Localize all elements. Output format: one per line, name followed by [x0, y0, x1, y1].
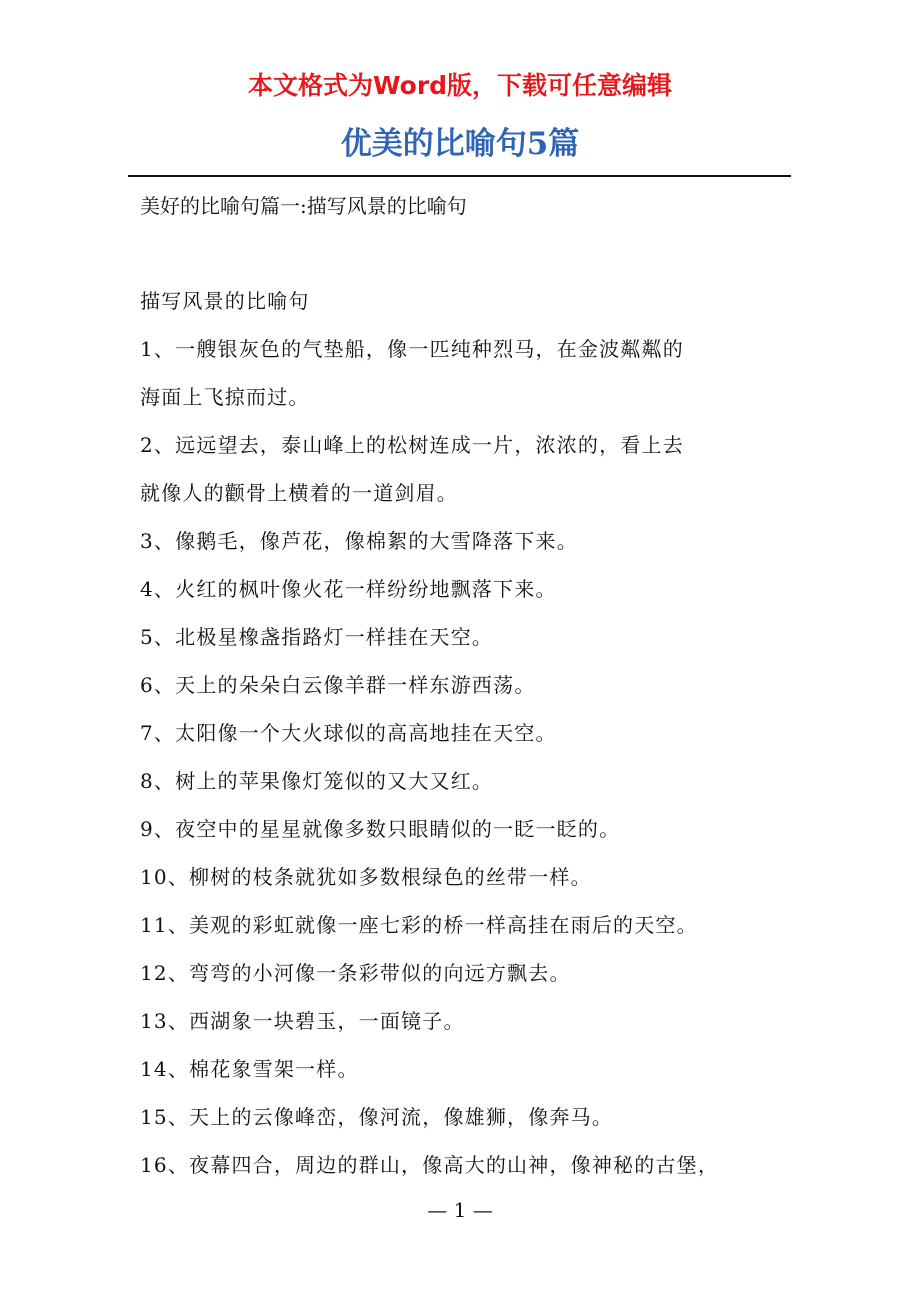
body-line: 海面上飞掠而过。 [140, 385, 310, 409]
title-divider [128, 175, 791, 177]
body-line: 12、弯弯的小河像一条彩带似的向远方飘去。 [140, 961, 571, 985]
body-line: 描写风景的比喻句 [140, 289, 310, 313]
body-line: 4、火红的枫叶像火花一样纷纷地飘落下来。 [140, 577, 557, 601]
body-line: 8、树上的苹果像灯笼似的又大又红。 [140, 769, 494, 793]
body-line: 3、像鹅毛，像芦花，像棉絮的大雪降落下来。 [140, 529, 578, 553]
body-line: 9、夜空中的星星就像多数只眼睛似的一眨一眨的。 [140, 817, 621, 841]
body-line: 13、西湖象一块碧玉，一面镜子。 [140, 1009, 465, 1033]
body-line: 5、北极星橡盏指路灯一样挂在天空。 [140, 625, 494, 649]
body-line: 14、棉花象雪架一样。 [140, 1057, 359, 1081]
body-line: 2、远远望去，泰山峰上的松树连成一片，浓浓的，看上去 [140, 433, 684, 457]
page-number: — 1 — [427, 1198, 493, 1222]
body-line: 1、一艘银灰色的气垫船，像一匹纯种烈马，在金波粼粼的 [140, 337, 684, 361]
download-banner: 本文格式为Word版，下载可任意编辑 [247, 71, 673, 100]
body-line: 就像人的颧骨上横着的一道剑眉。 [140, 481, 458, 505]
body-line: 11、美观的彩虹就像一座七彩的桥一样高挂在雨后的天空。 [140, 913, 698, 937]
document-title: 优美的比喻句5篇 [340, 126, 580, 162]
section-heading: 美好的比喻句篇一:描写风景的比喻句 [140, 194, 467, 218]
body-line: 10、柳树的枝条就犹如多数根绿色的丝带一样。 [140, 865, 592, 889]
body-line: 15、天上的云像峰峦，像河流，像雄狮，像奔马。 [140, 1105, 614, 1129]
body-line: 7、太阳像一个大火球似的高高地挂在天空。 [140, 721, 557, 745]
document-body [140, 277, 790, 1189]
body-line: 6、天上的朵朵白云像羊群一样东游西荡。 [140, 673, 536, 697]
body-line: 16、夜幕四合，周边的群山，像高大的山神，像神秘的古堡， [140, 1153, 720, 1177]
